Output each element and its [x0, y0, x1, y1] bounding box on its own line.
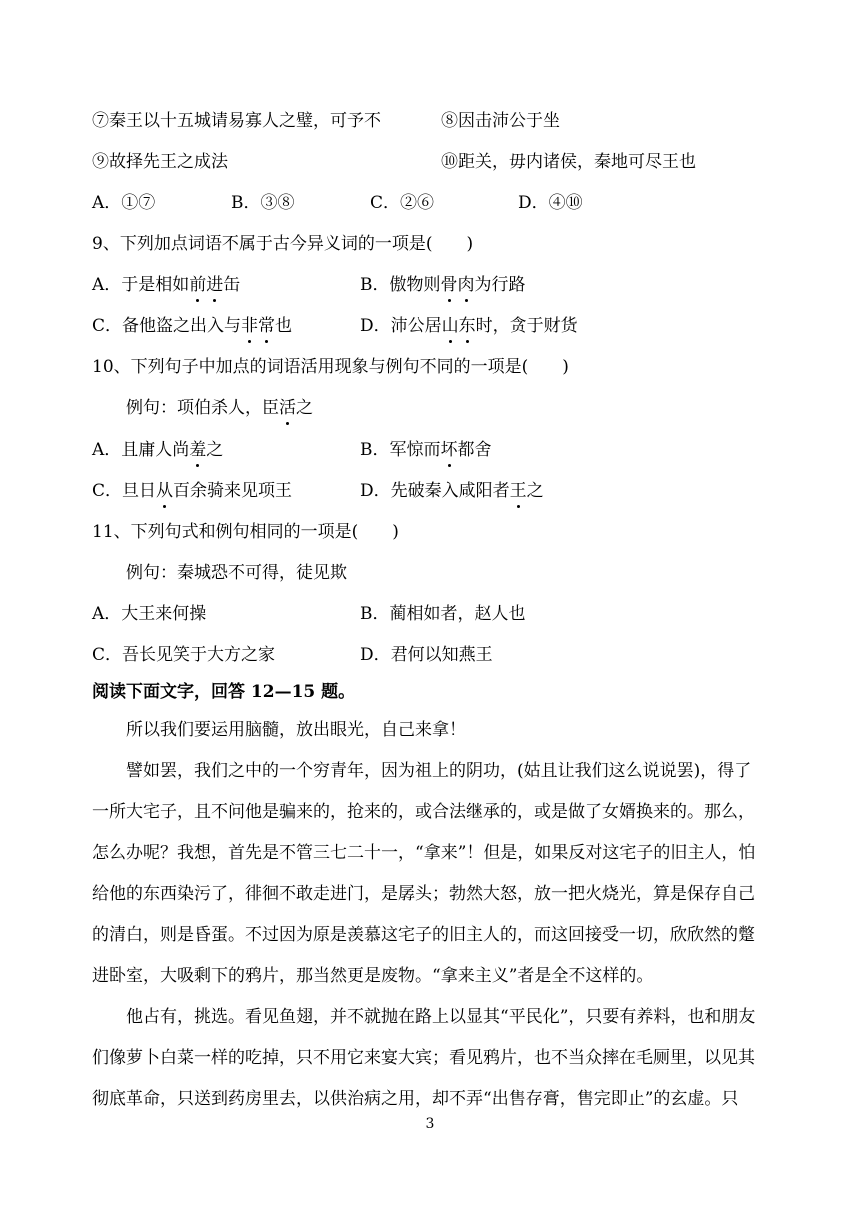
emphasis-char: 骨	[440, 275, 458, 295]
q10-option-c	[92, 479, 292, 503]
q11-option-c: C．吾长见笑于大方之家	[92, 645, 276, 665]
q8-option-b: B．③⑧	[231, 193, 295, 213]
q10-d-dot-word: 王	[509, 481, 527, 501]
q9-d-post: 时，贪于财货	[475, 316, 578, 336]
emphasis-char: 前	[189, 275, 207, 295]
q11-example: 例句：秦城恐不可得，徒见欺	[126, 563, 347, 583]
q10-b-post: 都舍	[457, 440, 492, 460]
q8-option-c: C．②⑥	[370, 193, 435, 213]
q9-stem: 9、下列加点词语不属于古今异义词的一项是( )	[92, 234, 474, 254]
q9-d-pre: D．沛公居	[360, 316, 442, 336]
q11-stem: 11、下列句式和例句相同的一项是( )	[92, 522, 399, 542]
reading-p2-line-1: 譬如罢，我们之中的一个穷青年，因为祖上的阴功，(姑且让我们这么说说罢)，得了	[126, 761, 752, 781]
q9-b-dot-word	[441, 275, 475, 295]
q10-option-b	[360, 438, 492, 462]
emphasis-char: 非	[241, 316, 259, 336]
q8-item-9: ⑨故择先王之成法	[92, 152, 228, 172]
reading-p2-line-6: 进卧室，大吸剩下的鸦片，那当然更是废物。“拿来主义”者是全不这样的。	[92, 966, 654, 986]
q9-b-post: 为行路	[474, 275, 526, 295]
q8-option-a: A．①⑦	[92, 193, 156, 213]
reading-heading: 阅读下面文字，回答 12—15 题。	[92, 682, 356, 702]
q10-c-pre: C．旦日	[92, 481, 157, 501]
q9-a-dot-word	[189, 275, 223, 295]
q10-example	[126, 396, 313, 420]
emphasis-char: 常	[258, 316, 276, 336]
q9-d-dot-word	[442, 316, 476, 336]
q9-a-dotted	[189, 275, 223, 295]
reading-p2-line-2: 一所大宅子，且不问他是骗来的，抢来的，或合法继承的，或是做了女婿换来的。那么，	[92, 802, 755, 822]
reading-p2-line-3: 怎么办呢？我想，首先是不管三七二十一，“拿来”！但是，如果反对这宅子的旧主人，怕	[92, 843, 756, 863]
q9-option-b	[360, 273, 526, 297]
q9-a-pre: A．于是相如	[92, 275, 190, 295]
q8-item-7: ⑦秦王以十五城请易寡人之璧，可予不	[92, 111, 381, 131]
emphasis-char: 肉	[457, 275, 475, 295]
q10-a-dot-word: 羞	[189, 440, 207, 460]
q10-example-pre: 例句：项伯杀人，臣	[126, 398, 279, 418]
q10-option-d	[360, 479, 544, 503]
q9-option-c	[92, 314, 292, 338]
q9-option-a	[92, 273, 240, 297]
q8-option-d: D．④⑩	[518, 193, 583, 213]
q9-c-post: 也	[275, 316, 293, 336]
q10-c-post: 百余骑来见项王	[173, 481, 293, 501]
q8-item-10: ⑩距关，毋内诸侯，秦地可尽王也	[441, 152, 696, 172]
q10-d-post: 之	[526, 481, 544, 501]
emphasis-char: 进	[206, 275, 224, 295]
reading-p3-line-1: 他占有，挑选。看见鱼翅，并不就抛在路上以显其“平民化”，只要有养料，也和朋友	[126, 1007, 756, 1027]
q10-example-post: 之	[296, 398, 313, 418]
reading-p2-line-5: 的清白，则是昏蛋。不过因为原是羡慕这宅子的旧主人的，而这回接受一切，欣欣然的蹩	[92, 925, 755, 945]
q9-c-pre: C．备他盗之出入与	[92, 316, 242, 336]
q11-option-b: B．蔺相如者，赵人也	[360, 604, 526, 624]
q11-option-a: A．大王来何操	[92, 604, 207, 624]
q10-stem: 10、下列句子中加点的词语活用现象与例句不同的一项是( )	[92, 357, 569, 377]
page-number: 3	[425, 1116, 435, 1132]
q10-d-pre: D．先破秦入咸阳者	[360, 481, 510, 501]
reading-p3-line-3: 彻底革命，只送到药房里去，以供治病之用，却不弄“出售存膏，售完即止”的玄虚。只	[92, 1089, 739, 1109]
q9-c-dot-word	[241, 316, 275, 336]
reading-p2-line-4: 给他的东西染污了，徘徊不敢走进门，是孱头；勃然大怒，放一把火烧光，算是保存自己	[92, 884, 755, 904]
emphasis-char: 山	[441, 316, 459, 336]
q10-b-pre: B．军惊而	[360, 440, 441, 460]
q8-item-8: ⑧因击沛公于坐	[441, 111, 560, 131]
q10-c-dot-word: 从	[156, 481, 174, 501]
q10-a-post: 之	[206, 440, 224, 460]
reading-paragraph-1: 所以我们要运用脑髓，放出眼光，自己来拿！	[126, 720, 466, 740]
q11-option-d: D．君何以知燕王	[360, 645, 493, 665]
emphasis-char: 东	[458, 316, 476, 336]
q10-b-dot-word: 坏	[440, 440, 458, 460]
q9-option-d	[360, 314, 578, 338]
q10-example-dot-word: 活	[279, 398, 296, 418]
q10-option-a	[92, 438, 223, 462]
q9-b-pre: B．傲物则	[360, 275, 441, 295]
q9-a-post: 缶	[223, 275, 241, 295]
reading-p3-line-2: 们像萝卜白菜一样的吃掉，只不用它来宴大宾；看见鸦片，也不当众摔在毛厕里，以见其	[92, 1048, 755, 1068]
q10-a-pre: A．且庸人尚	[92, 440, 190, 460]
